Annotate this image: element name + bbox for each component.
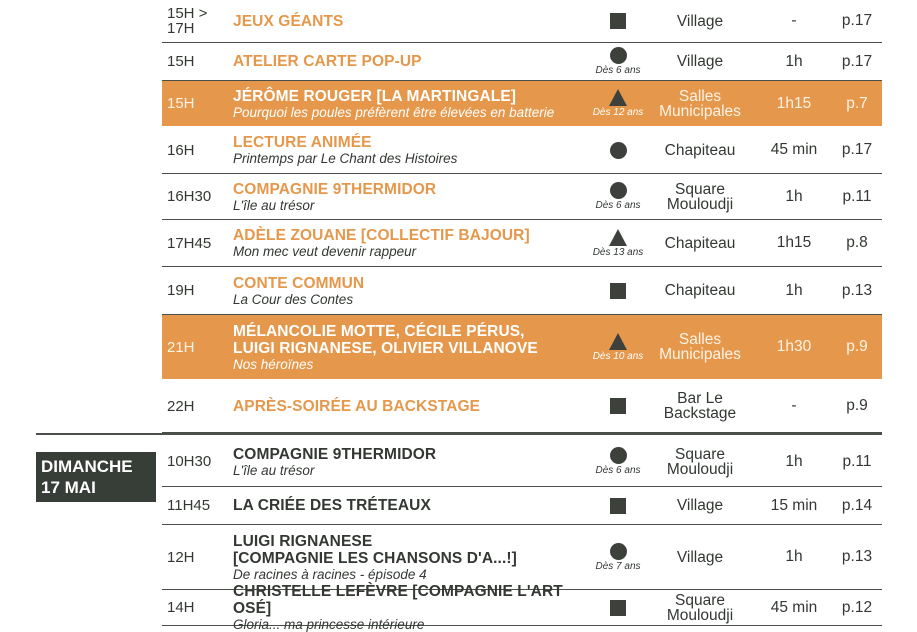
event-title: LECTURE ANIMÉE <box>233 134 372 151</box>
event-time: 16H <box>167 141 195 159</box>
circle-icon <box>610 142 627 159</box>
event-duration: 1h15 <box>776 94 812 112</box>
event-place: Chapiteau <box>664 141 736 159</box>
event-page: p.17 <box>841 141 873 158</box>
event-subtitle: Gloria... ma princesse intérieure <box>233 617 425 632</box>
event-page: p.13 <box>841 281 873 299</box>
event-title: JEUX GÉANTS <box>233 12 344 30</box>
event-title-block <box>233 43 593 80</box>
table-row <box>162 583 882 632</box>
age-label: Dès 12 ans <box>592 107 644 118</box>
event-title: APRÈS-SOIRÉE AU BACKSTAGE <box>233 397 481 415</box>
day-label: DIMANCHE 17 MAI <box>36 452 156 502</box>
event-page: p.11 <box>842 187 872 205</box>
event-page: p.11 <box>842 452 872 470</box>
event-duration: 45 min <box>770 598 818 616</box>
event-title: LUIGI RIGNANESE [COMPAGNIE LES CHANSONS D'A...!] <box>233 532 517 567</box>
table-row <box>162 525 882 590</box>
square-icon <box>610 283 626 299</box>
table-row <box>162 81 882 127</box>
event-duration: 1h <box>785 452 803 470</box>
event-time: 15H <box>167 53 195 70</box>
audience-indicator <box>587 437 649 486</box>
event-title: ADÈLE ZOUANE [COLLECTIF BAJOUR] <box>233 227 530 244</box>
triangle-icon <box>609 229 627 246</box>
event-place: Square Mouloudji <box>666 591 734 624</box>
circle-icon <box>610 182 627 199</box>
event-time: 12H <box>167 548 195 566</box>
audience-indicator <box>587 315 649 379</box>
event-place: Village <box>676 12 724 30</box>
event-title: COMPAGNIE 9THERMIDOR <box>233 180 437 198</box>
event-place: Square Mouloudji <box>666 180 734 213</box>
audience-indicator <box>587 220 649 266</box>
event-duration: 1h15 <box>776 234 812 251</box>
event-page: p.13 <box>841 548 873 565</box>
event-duration: 1h <box>785 281 803 299</box>
table-row <box>162 437 882 487</box>
age-label: Dès 6 ans <box>595 200 641 211</box>
event-title: ATELIER CARTE POP-UP <box>233 53 422 70</box>
event-title-block <box>233 525 593 589</box>
table-row <box>162 487 882 525</box>
square-icon <box>610 398 626 414</box>
event-place: Salles Municipales <box>659 87 741 120</box>
event-place: Chapiteau <box>664 282 736 299</box>
event-title-block <box>233 315 593 379</box>
event-subtitle: L'île au trésor <box>233 462 315 478</box>
table-row <box>162 127 882 174</box>
event-subtitle: Mon mec veut devenir rappeur <box>233 244 417 259</box>
event-place: Village <box>676 53 724 70</box>
square-icon <box>610 600 626 616</box>
table-row <box>162 220 882 267</box>
event-time: 14H <box>167 599 195 616</box>
audience-indicator <box>587 127 649 173</box>
audience-indicator <box>587 0 649 42</box>
age-label: Dès 7 ans <box>595 560 641 572</box>
event-time: 22H <box>167 397 195 415</box>
event-duration: 1h <box>785 187 803 205</box>
event-duration: 45 min <box>770 141 818 158</box>
event-subtitle: Printemps par Le Chant des Histoires <box>233 151 458 166</box>
event-time: 15H <box>167 95 195 112</box>
circle-icon <box>610 447 627 464</box>
event-subtitle: Nos héroïnes <box>233 356 314 372</box>
event-title-block <box>233 0 593 42</box>
event-subtitle: L'île au trésor <box>233 197 315 213</box>
age-label: Dès 10 ans <box>592 350 644 362</box>
event-page: p.12 <box>841 598 873 616</box>
event-duration: - <box>791 12 797 29</box>
age-label: Dès 13 ans <box>592 246 644 258</box>
event-place: Chapiteau <box>664 234 736 252</box>
triangle-icon <box>609 89 627 106</box>
event-page: p.17 <box>841 12 873 29</box>
event-title-block <box>233 127 593 173</box>
event-page: p.9 <box>846 338 868 355</box>
day-divider <box>36 433 882 435</box>
event-time: 10H30 <box>167 453 212 470</box>
age-label: Dès 6 ans <box>595 465 641 476</box>
event-page: p.9 <box>846 397 868 414</box>
event-title-block <box>233 220 593 266</box>
event-subtitle: La Cour des Contes <box>233 291 354 307</box>
table-row <box>162 315 882 380</box>
event-page: p.17 <box>841 52 873 70</box>
age-label: Dès 6 ans <box>595 65 641 76</box>
table-row <box>162 0 882 43</box>
audience-indicator <box>587 590 649 625</box>
audience-indicator <box>587 267 649 314</box>
event-title-block <box>233 380 593 432</box>
audience-indicator <box>587 525 649 589</box>
event-duration: 1h <box>785 52 803 70</box>
event-duration: 1h <box>785 548 803 565</box>
event-title-block <box>233 81 593 126</box>
audience-indicator <box>587 487 649 524</box>
square-icon <box>610 13 626 29</box>
circle-icon <box>610 543 627 560</box>
square-icon <box>610 498 626 514</box>
event-place: Square Mouloudji <box>666 445 734 478</box>
event-title-block <box>233 583 593 632</box>
event-page: p.8 <box>846 234 868 251</box>
event-time: 19H <box>167 282 195 299</box>
event-time: 17H45 <box>167 234 212 252</box>
event-time: 16H30 <box>167 188 212 205</box>
circle-icon <box>610 47 627 64</box>
triangle-icon <box>609 333 627 350</box>
event-time: 11H45 <box>167 497 211 514</box>
event-subtitle: Pourquoi les poules préfèrent être élevées en batterie <box>233 104 555 120</box>
event-time: 15H > 17H <box>167 5 208 37</box>
event-title: CHRISTELLE LEFÈVRE [COMPAGNIE L'ART OSÉ] <box>233 583 563 617</box>
event-duration: 15 min <box>770 496 818 514</box>
event-page: p.14 <box>841 496 873 514</box>
event-title: LA CRIÉE DES TRÉTEAUX <box>233 497 431 514</box>
event-title: CONTE COMMUN <box>233 274 365 292</box>
event-title-block <box>233 487 593 524</box>
table-row <box>162 380 882 433</box>
event-place: Village <box>676 497 724 514</box>
event-title-block <box>233 437 593 486</box>
event-title: MÉLANCOLIE MOTTE, CÉCILE PÉRUS, LUIGI RIGNANESE, OLIVIER VILLANOVE <box>233 322 538 357</box>
event-place: Village <box>676 548 724 566</box>
event-time: 21H <box>167 338 195 356</box>
event-duration: 1h30 <box>776 338 812 355</box>
event-place: Bar Le Backstage <box>663 390 737 422</box>
event-duration: - <box>791 397 797 414</box>
audience-indicator <box>587 43 649 80</box>
event-title-block <box>233 267 593 314</box>
event-title-block <box>233 174 593 219</box>
table-row <box>162 174 882 220</box>
event-title: COMPAGNIE 9THERMIDOR <box>233 445 437 463</box>
audience-indicator <box>587 380 649 432</box>
event-subtitle: De racines à racines - épisode 4 <box>233 566 427 582</box>
event-page: p.7 <box>846 94 868 112</box>
table-row <box>162 267 882 315</box>
audience-indicator <box>587 174 649 219</box>
audience-indicator <box>587 81 649 126</box>
table-row <box>162 43 882 81</box>
event-place: Salles Municipales <box>659 331 741 363</box>
event-title: JÉRÔME ROUGER [LA MARTINGALE] <box>233 87 517 105</box>
